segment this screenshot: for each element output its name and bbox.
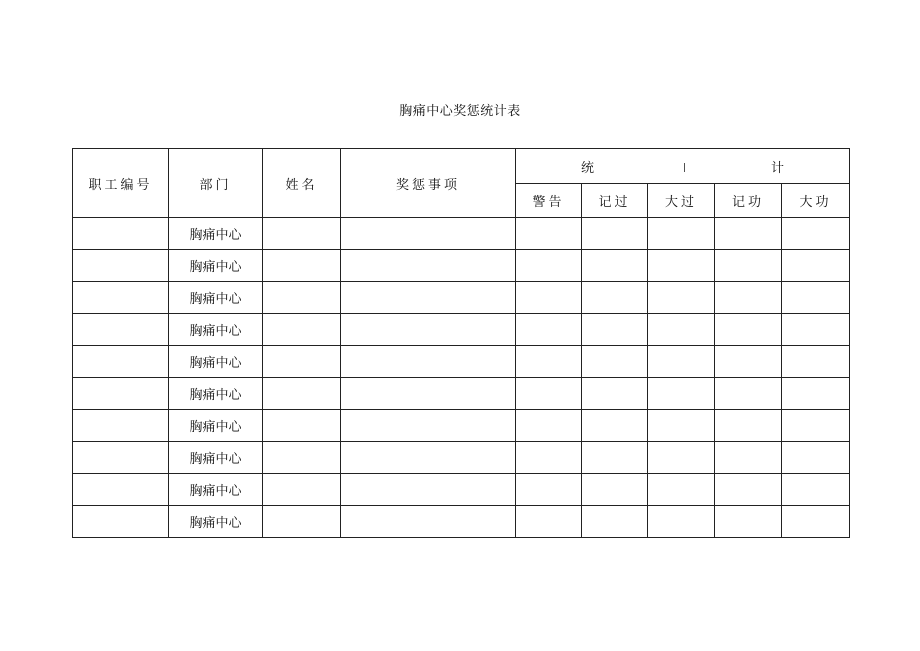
header-department: 部门 (169, 149, 263, 218)
cell-warning (516, 378, 582, 410)
cell-demerit (582, 474, 648, 506)
cell-employee-id (73, 410, 169, 442)
cell-merit (715, 474, 782, 506)
cell-department: 胸痛中心 (169, 346, 263, 378)
cell-department: 胸痛中心 (169, 250, 263, 282)
cell-matter (341, 250, 516, 282)
cell-warning (516, 474, 582, 506)
cell-employee-id (73, 346, 169, 378)
cell-warning (516, 282, 582, 314)
table-row (73, 346, 850, 378)
cell-name (263, 378, 341, 410)
header-name: 姓名 (263, 149, 341, 218)
table-row (73, 218, 850, 250)
cell-name (263, 282, 341, 314)
cell-major-demerit (648, 346, 715, 378)
page-title: 胸痛中心奖惩统计表 (399, 104, 521, 119)
cell-demerit (582, 346, 648, 378)
header-major-merit: 大功 (782, 184, 850, 218)
cell-matter (341, 218, 516, 250)
cell-matter (341, 346, 516, 378)
table-row (73, 410, 850, 442)
rewards-penalties-table (72, 148, 850, 538)
cell-major-merit (782, 282, 850, 314)
cell-major-demerit (648, 410, 715, 442)
cell-warning (516, 410, 582, 442)
cell-employee-id (73, 506, 169, 538)
cell-major-demerit (648, 218, 715, 250)
header-matter: 奖惩事项 (341, 149, 516, 218)
cell-major-demerit (648, 378, 715, 410)
cell-employee-id (73, 378, 169, 410)
cell-department: 胸痛中心 (169, 410, 263, 442)
cell-merit (715, 346, 782, 378)
table-row (73, 506, 850, 538)
cell-name (263, 442, 341, 474)
cell-name (263, 218, 341, 250)
header-statistics-left: 统 | (580, 160, 687, 176)
cell-employee-id (73, 282, 169, 314)
cell-department: 胸痛中心 (169, 282, 263, 314)
cell-demerit (582, 282, 648, 314)
cell-name (263, 506, 341, 538)
cell-name (263, 250, 341, 282)
table-row (73, 282, 850, 314)
cell-employee-id (73, 218, 169, 250)
cell-major-demerit (648, 474, 715, 506)
cell-demerit (582, 250, 648, 282)
header-statistics (516, 149, 850, 184)
cell-major-merit (782, 346, 850, 378)
cell-major-demerit (648, 314, 715, 346)
cell-matter (341, 474, 516, 506)
cell-matter (341, 410, 516, 442)
cell-matter (341, 506, 516, 538)
cell-demerit (582, 442, 648, 474)
table-row (73, 250, 850, 282)
cell-major-merit (782, 314, 850, 346)
table-row (73, 314, 850, 346)
cell-demerit (582, 314, 648, 346)
cell-major-merit (782, 474, 850, 506)
cell-major-merit (782, 410, 850, 442)
header-statistics-right: 计 (771, 160, 785, 176)
cell-employee-id (73, 474, 169, 506)
cell-merit (715, 442, 782, 474)
cell-demerit (582, 378, 648, 410)
cell-major-merit (782, 218, 850, 250)
cell-matter (341, 314, 516, 346)
header-demerit: 记过 (582, 184, 648, 218)
cell-major-demerit (648, 250, 715, 282)
cell-major-demerit (648, 282, 715, 314)
cell-merit (715, 506, 782, 538)
cell-department: 胸痛中心 (169, 314, 263, 346)
cell-major-demerit (648, 506, 715, 538)
cell-major-merit (782, 250, 850, 282)
cell-warning (516, 346, 582, 378)
cell-demerit (582, 506, 648, 538)
cell-matter (341, 282, 516, 314)
cell-warning (516, 506, 582, 538)
cell-employee-id (73, 442, 169, 474)
cell-name (263, 346, 341, 378)
cell-warning (516, 250, 582, 282)
cell-major-demerit (648, 442, 715, 474)
cell-merit (715, 410, 782, 442)
cell-matter (341, 378, 516, 410)
cell-demerit (582, 218, 648, 250)
cell-name (263, 314, 341, 346)
table-row (73, 442, 850, 474)
cell-employee-id (73, 250, 169, 282)
cell-demerit (582, 410, 648, 442)
cell-warning (516, 218, 582, 250)
cell-warning (516, 442, 582, 474)
cell-major-merit (782, 506, 850, 538)
cell-department: 胸痛中心 (169, 506, 263, 538)
cell-major-merit (782, 378, 850, 410)
cell-department: 胸痛中心 (169, 474, 263, 506)
header-warning: 警告 (516, 184, 582, 218)
cell-department: 胸痛中心 (169, 442, 263, 474)
cell-name (263, 410, 341, 442)
cell-department: 胸痛中心 (169, 378, 263, 410)
cell-merit (715, 250, 782, 282)
cell-name (263, 474, 341, 506)
cell-employee-id (73, 314, 169, 346)
table-row (73, 474, 850, 506)
header-merit: 记功 (715, 184, 782, 218)
header-employee-id: 职工编号 (73, 149, 169, 218)
table-row (73, 378, 850, 410)
header-row (73, 149, 850, 184)
cell-merit (715, 282, 782, 314)
cell-merit (715, 218, 782, 250)
cell-matter (341, 442, 516, 474)
cell-major-merit (782, 442, 850, 474)
cell-department: 胸痛中心 (169, 218, 263, 250)
cell-merit (715, 378, 782, 410)
header-major-demerit: 大过 (648, 184, 715, 218)
cell-merit (715, 314, 782, 346)
cell-warning (516, 314, 582, 346)
